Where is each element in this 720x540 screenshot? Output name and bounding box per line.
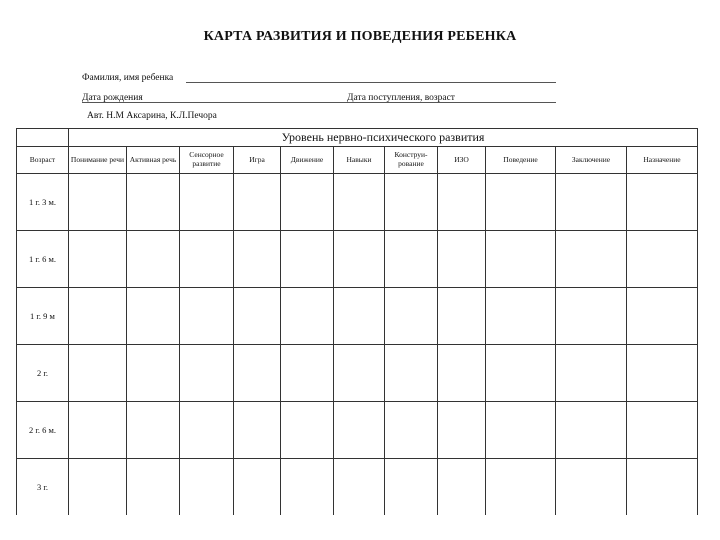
entry-cell[interactable]: [281, 174, 334, 231]
table-row: [17, 459, 698, 516]
entry-cell[interactable]: [385, 459, 438, 516]
entry-cell[interactable]: [127, 231, 180, 288]
entry-cell[interactable]: [234, 231, 281, 288]
entry-cell[interactable]: [281, 231, 334, 288]
column-header: Навыки: [334, 147, 385, 174]
entry-cell[interactable]: [127, 459, 180, 516]
column-header: Поведение: [486, 147, 556, 174]
entry-cell[interactable]: [69, 345, 127, 402]
entry-cell[interactable]: [127, 402, 180, 459]
entry-cell[interactable]: [627, 288, 698, 345]
entry-cell[interactable]: [627, 174, 698, 231]
entry-cell[interactable]: [69, 459, 127, 516]
column-header: Игра: [234, 147, 281, 174]
entry-cell[interactable]: [281, 459, 334, 516]
entry-cell[interactable]: [385, 174, 438, 231]
entry-cell[interactable]: [69, 402, 127, 459]
age-corner-cell: [17, 129, 69, 147]
entry-cell[interactable]: [486, 345, 556, 402]
entry-cell[interactable]: [180, 402, 234, 459]
entry-cell[interactable]: [69, 174, 127, 231]
card-title: КАРТА РАЗВИТИЯ И ПОВЕДЕНИЯ РЕБЕНКА: [203, 29, 517, 44]
entry-cell[interactable]: [234, 459, 281, 516]
entry-cell[interactable]: [438, 231, 486, 288]
column-header: Конструи-рование: [385, 147, 438, 174]
column-header: ИЗО: [438, 147, 486, 174]
entry-cell[interactable]: [127, 174, 180, 231]
entry-cell[interactable]: [281, 345, 334, 402]
age-cell: 3 г.: [17, 459, 69, 516]
age-cell: 2 г.: [17, 345, 69, 402]
age-cell: 2 г. 6 м.: [17, 402, 69, 459]
entry-cell[interactable]: [627, 459, 698, 516]
column-header: Понимание речи: [69, 147, 127, 174]
column-header: Активная речь: [127, 147, 180, 174]
authors-note: Авт. Н.М Аксарина, К.Л.Печора: [87, 111, 217, 121]
entry-cell[interactable]: [486, 288, 556, 345]
entry-cell[interactable]: [486, 231, 556, 288]
entry-cell[interactable]: [556, 345, 627, 402]
entry-cell[interactable]: [556, 231, 627, 288]
admission-date-label: Дата поступления, возраст: [347, 93, 455, 103]
entry-cell[interactable]: [486, 174, 556, 231]
entry-cell[interactable]: [627, 345, 698, 402]
entry-cell[interactable]: [385, 231, 438, 288]
entry-cell[interactable]: [486, 402, 556, 459]
age-cell: 1 г. 3 м.: [17, 174, 69, 231]
entry-cell[interactable]: [334, 345, 385, 402]
child-name-label: Фамилия, имя ребенка: [82, 73, 174, 83]
entry-cell[interactable]: [438, 402, 486, 459]
column-header: Сенсорное развитие: [180, 147, 234, 174]
entry-cell[interactable]: [556, 174, 627, 231]
column-header: Назначение: [627, 147, 698, 174]
entry-cell[interactable]: [385, 288, 438, 345]
entry-cell[interactable]: [234, 174, 281, 231]
entry-cell[interactable]: [180, 288, 234, 345]
entry-cell[interactable]: [127, 345, 180, 402]
column-header: Движение: [281, 147, 334, 174]
entry-cell[interactable]: [334, 174, 385, 231]
entry-cell[interactable]: [69, 288, 127, 345]
entry-cell[interactable]: [234, 402, 281, 459]
entry-cell[interactable]: [627, 402, 698, 459]
table-row: [17, 288, 698, 345]
entry-cell[interactable]: [486, 459, 556, 516]
entry-cell[interactable]: [180, 231, 234, 288]
entry-cell[interactable]: [385, 345, 438, 402]
age-column-header: Возраст: [17, 147, 69, 174]
table-row: [17, 402, 698, 459]
entry-cell[interactable]: [556, 459, 627, 516]
table-row: [17, 345, 698, 402]
entry-cell[interactable]: [438, 345, 486, 402]
birth-date-line[interactable]: [82, 102, 556, 103]
entry-cell[interactable]: [556, 402, 627, 459]
table-row: [17, 231, 698, 288]
entry-cell[interactable]: [180, 174, 234, 231]
entry-cell[interactable]: [69, 231, 127, 288]
entry-cell[interactable]: [438, 459, 486, 516]
entry-cell[interactable]: [281, 402, 334, 459]
entry-cell[interactable]: [281, 288, 334, 345]
entry-cell[interactable]: [127, 288, 180, 345]
entry-cell[interactable]: [385, 402, 438, 459]
child-name-line[interactable]: [186, 82, 556, 83]
column-header: Заключение: [556, 147, 627, 174]
entry-cell[interactable]: [334, 459, 385, 516]
entry-cell[interactable]: [334, 402, 385, 459]
band-title: Уровень нервно-психического развития: [69, 129, 698, 147]
entry-cell[interactable]: [627, 231, 698, 288]
birth-date-label: Дата рождения: [82, 93, 143, 103]
entry-cell[interactable]: [556, 288, 627, 345]
entry-cell[interactable]: [438, 174, 486, 231]
entry-cell[interactable]: [234, 345, 281, 402]
entry-cell[interactable]: [334, 231, 385, 288]
development-table: [16, 128, 698, 515]
entry-cell[interactable]: [334, 288, 385, 345]
entry-cell[interactable]: [234, 288, 281, 345]
entry-cell[interactable]: [438, 288, 486, 345]
age-cell: 1 г. 9 м: [17, 288, 69, 345]
entry-cell[interactable]: [180, 345, 234, 402]
entry-cell[interactable]: [180, 459, 234, 516]
age-cell: 1 г. 6 м.: [17, 231, 69, 288]
table-row: [17, 174, 698, 231]
